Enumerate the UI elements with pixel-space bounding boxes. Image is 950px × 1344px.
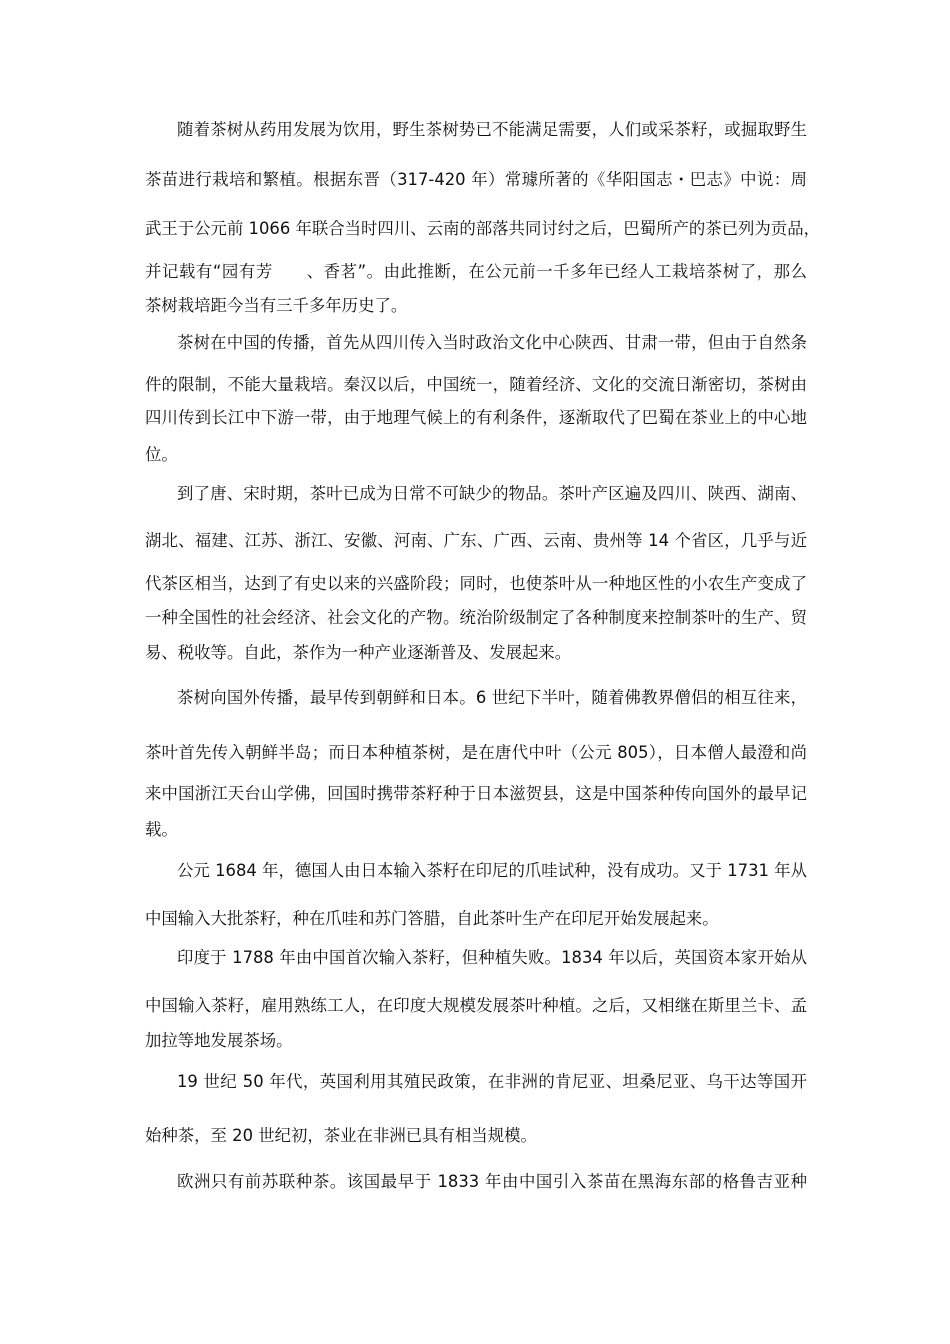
text-line: 欧洲只有前苏联种茶。该国最早于 1833 年由中国引入茶苗在黑海东部的格鲁吉亚种 — [177, 1172, 807, 1191]
text-line: 到了唐、宋时期，茶叶已成为日常不可缺少的物品。茶叶产区遍及四川、陕西、湖南、 — [177, 484, 807, 503]
text-line: 中国输入茶籽，雇用熟练工人，在印度大规模发展茶叶种植。之后，又相继在斯里兰卡、孟 — [145, 996, 807, 1015]
text-line: 公元 1684 年，德国人由日本输入茶籽在印尼的爪哇试种，没有成功。又于 1731 年从 — [177, 861, 807, 880]
text-line: 一种全国性的社会经济、社会文化的产物。统治阶级制定了各种制度来控制茶叶的生产、贸 — [145, 608, 807, 627]
text-line: 随着茶树从药用发展为饮用，野生茶树势已不能满足需要，人们或采茶籽，或掘取野生 — [177, 120, 807, 139]
text-line: 湖北、福建、江苏、浙江、安徽、河南、广东、广西、云南、贵州等 14 个省区，几乎与近 — [145, 531, 807, 550]
text-line: 中国输入大批茶籽，种在爪哇和苏门答腊，自此茶叶生产在印尼开始发展起来。 — [145, 909, 719, 928]
text-line: 易、税收等。自此，茶作为一种产业逐渐普及、发展起来。 — [145, 643, 572, 662]
text-line: 茶树向国外传播，最早传到朝鲜和日本。6 世纪下半叶，随着佛教界僧侣的相互往来， — [177, 688, 807, 707]
text-line: 来中国浙江天台山学佛，回国时携带茶籽种于日本滋贺县，这是中国茶种传向国外的最早记 — [145, 784, 807, 803]
text-line: 位。 — [145, 445, 178, 464]
text-line: 茶叶首先传入朝鲜半岛；而日本种植茶树，是在唐代中叶（公元 805），日本僧人最澄和尚 — [145, 743, 807, 762]
text-line: 19 世纪 50 年代，英国利用其殖民政策，在非洲的肯尼亚、坦桑尼亚、乌干达等国开 — [177, 1072, 807, 1091]
text-line: 茶树栽培距今当有三千多年历史了。 — [145, 296, 408, 315]
text-line: 加拉等地发展茶场。 — [145, 1031, 293, 1050]
text-line: 印度于 1788 年由中国首次输入茶籽，但种植失败。1834 年以后，英国资本家开始从 — [177, 948, 807, 967]
text-line: 始种茶，至 20 世纪初，茶业在非洲已具有相当规模。 — [145, 1126, 537, 1145]
text-line: 四川传到长江中下游一带，由于地理气候上的有利条件，逐渐取代了巴蜀在茶业上的中心地 — [145, 408, 807, 427]
text-line: 载。 — [145, 820, 178, 839]
text-line: 并记载有“园有芳 、香茗”。由此推断，在公元前一千多年已经人工栽培茶树了，那么 — [145, 262, 807, 281]
text-line: 武王于公元前 1066 年联合当时四川、云南的部落共同讨纣之后，巴蜀所产的茶已列为贡品， — [145, 219, 820, 238]
text-line: 茶苗进行栽培和繁植。根据东晋（317-420 年）常璩所著的《华阳国志・巴志》中说：周 — [145, 170, 807, 189]
text-line: 件的限制，不能大量栽培。秦汉以后，中国统一，随着经济、文化的交流日渐密切，茶树由 — [145, 375, 807, 394]
text-line: 茶树在中国的传播，首先从四川传入当时政治文化中心陕西、甘肃一带，但由于自然条 — [177, 333, 807, 352]
text-line: 代茶区相当，达到了有史以来的兴盛阶段；同时，也使茶叶从一种地区性的小农生产变成了 — [145, 574, 807, 593]
